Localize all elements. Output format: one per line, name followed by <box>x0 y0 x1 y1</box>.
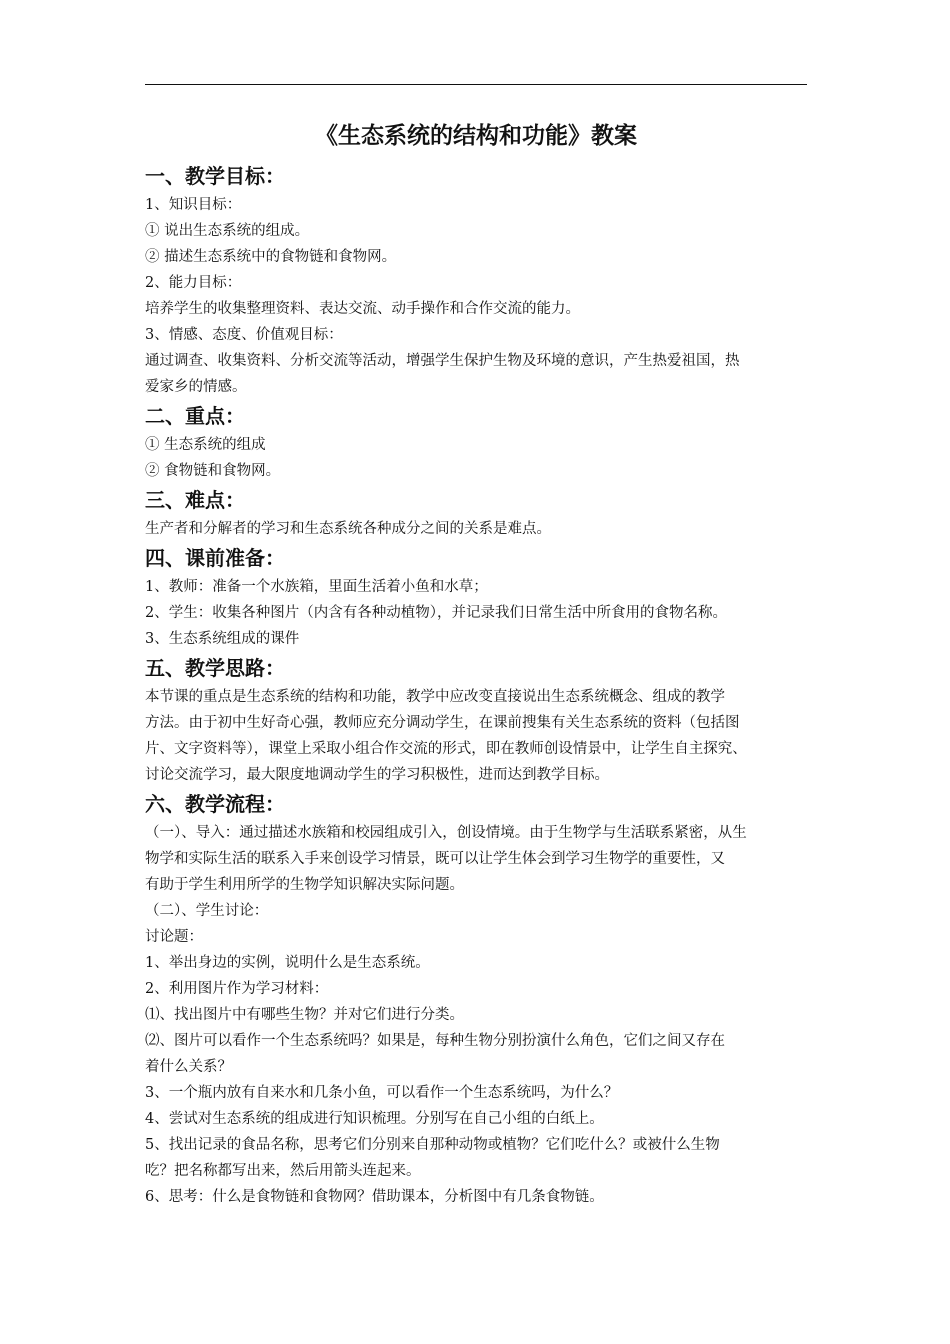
body-line: 培养学生的收集整理资料、表达交流、动手操作和合作交流的能力。 <box>145 301 580 317</box>
body-line: （二）、学生讨论： <box>145 903 269 919</box>
body-line: 3、一个瓶内放有自来水和几条小鱼，可以看作一个生态系统吗，为什么？ <box>145 1085 619 1101</box>
body-line: ⑵、图片可以看作一个生态系统吗？如果是，每种生物分别扮演什么角色，它们之间又存在 <box>145 1033 725 1049</box>
section-key-points <box>145 400 807 484</box>
body-line: 着什么关系？ <box>145 1059 232 1075</box>
body-line: ② 描述生态系统中的食物链和食物网。 <box>145 249 397 265</box>
body-line: 6、思考：什么是食物链和食物网？借助课本，分析图中有几条食物链。 <box>145 1189 604 1205</box>
section-heading: 一、教学目标： <box>145 164 285 188</box>
header-rule <box>145 84 807 85</box>
body-line: 2、利用图片作为学习材料： <box>145 981 329 997</box>
body-line: 讨论题： <box>145 929 203 945</box>
body-line: ① 说出生态系统的组成。 <box>145 223 310 239</box>
body-line: 1、知识目标： <box>145 197 242 213</box>
body-line: 3、生态系统组成的课件 <box>145 631 300 647</box>
body-line: 方法。由于初中生好奇心强，教师应充分调动学生，在课前搜集有关生态系统的资料（包括图 <box>145 715 740 731</box>
body-line: ① 生态系统的组成 <box>145 437 266 453</box>
body-line: 5、找出记录的食品名称，思考它们分别来自那种动物或植物？它们吃什么？或被什么生物 <box>145 1137 720 1153</box>
document-title: 《生态系统的结构和功能》教案 <box>315 123 637 149</box>
section-teaching-process <box>145 788 807 1210</box>
body-line: 2、能力目标： <box>145 275 242 291</box>
section-heading: 二、重点： <box>145 404 245 428</box>
section-teaching-approach <box>145 652 807 788</box>
body-line: 讨论交流学习，最大限度地调动学生的学习积极性，进而达到教学目标。 <box>145 767 609 783</box>
section-heading: 四、课前准备： <box>145 546 285 570</box>
section-heading: 六、教学流程： <box>145 792 285 816</box>
body-line: ② 食物链和食物网。 <box>145 463 281 479</box>
body-line: 物学和实际生活的联系入手来创设学习情景，既可以让学生体会到学习生物学的重要性，又 <box>145 851 725 867</box>
document-body <box>145 160 807 1210</box>
body-line: （一）、导入：通过描述水族箱和校园组成引入，创设情境。由于生物学与生活联系紧密，从生 <box>145 825 747 841</box>
body-line: 本节课的重点是生态系统的结构和功能，教学中应改变直接说出生态系统概念、组成的教学 <box>145 689 725 705</box>
body-line: 4、尝试对生态系统的组成进行知识梳理。分别写在自己小组的白纸上。 <box>145 1111 604 1127</box>
body-line: 1、教师：准备一个水族箱，里面生活着小鱼和水草； <box>145 579 488 595</box>
body-line: ⑴、找出图片中有哪些生物？并对它们进行分类。 <box>145 1007 464 1023</box>
body-line: 3、情感、态度、价值观目标： <box>145 327 343 343</box>
body-line: 通过调查、收集资料、分析交流等活动，增强学生保护生物及环境的意识，产生热爱祖国，热 <box>145 353 740 369</box>
body-line: 片、文字资料等），课堂上采取小组合作交流的形式，即在教师创设情景中，让学生自主探究、 <box>145 741 747 757</box>
section-heading: 三、难点： <box>145 488 245 512</box>
body-line: 吃？把名称都写出来，然后用箭头连起来。 <box>145 1163 421 1179</box>
body-line: 爱家乡的情感。 <box>145 379 247 395</box>
body-line: 有助于学生利用所学的生物学知识解决实际问题。 <box>145 877 464 893</box>
section-teaching-objectives <box>145 160 807 400</box>
body-line: 2、学生：收集各种图片（内含有各种动植物），并记录我们日常生活中所食用的食物名称。 <box>145 605 727 621</box>
section-difficulties <box>145 484 807 542</box>
section-heading: 五、教学思路： <box>145 656 285 680</box>
body-line: 生产者和分解者的学习和生态系统各种成分之间的关系是难点。 <box>145 521 551 537</box>
section-preparation <box>145 542 807 652</box>
body-line: 1、举出身边的实例，说明什么是生态系统。 <box>145 955 430 971</box>
